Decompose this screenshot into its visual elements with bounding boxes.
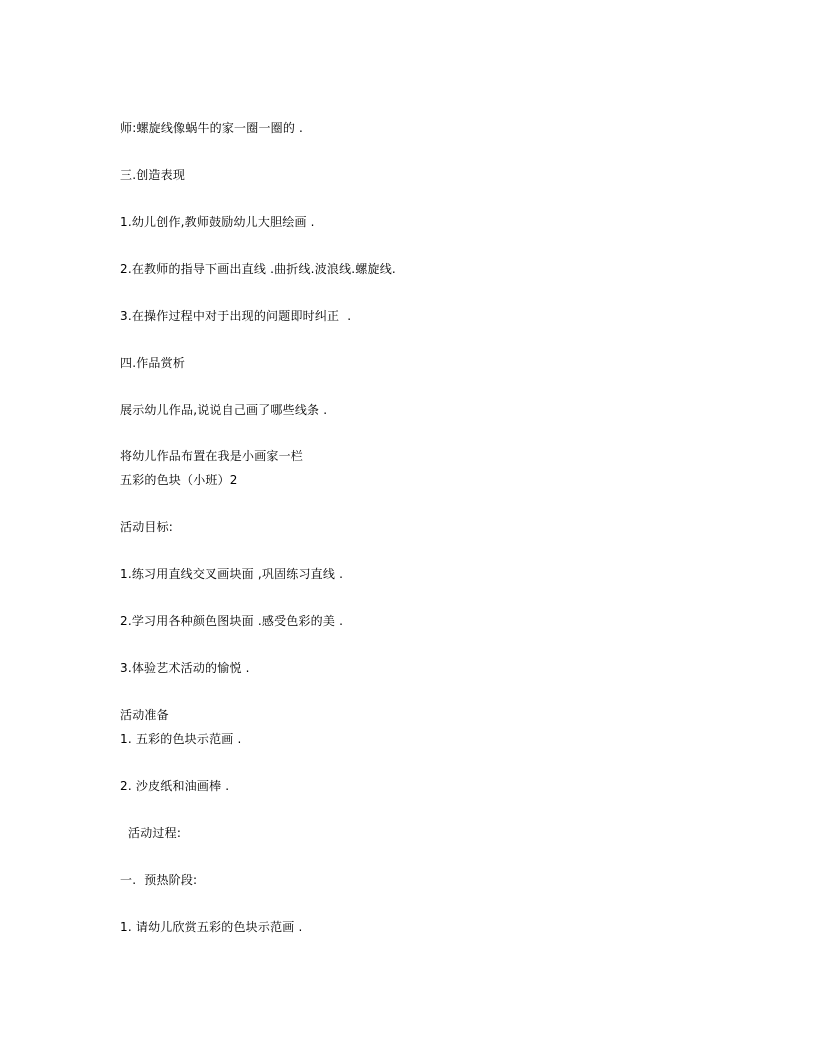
text-line: 2. 沙皮纸和油画棒 .	[120, 779, 230, 793]
text-line: 1. 五彩的色块示范画 .	[120, 732, 242, 746]
text-line: 2.在教师的指导下画出直线 .曲折线.波浪线.螺旋线.	[120, 262, 396, 276]
document-title: 五彩的色块（小班）2	[120, 473, 238, 487]
text-line: 1.幼儿创作,教师鼓励幼儿大胆绘画 .	[120, 215, 315, 229]
text-line: 3.体验艺术活动的愉悦 .	[120, 661, 250, 675]
text-line: 1.练习用直线交叉画块面 ,巩固练习直线 .	[120, 567, 344, 581]
section-heading: 活动准备	[120, 708, 169, 722]
text-line: 师:螺旋线像蜗牛的家一圈一圈的 .	[120, 121, 304, 135]
section-heading: 四.作品赏析	[120, 356, 186, 370]
section-heading: 活动过程:	[120, 826, 182, 840]
section-heading: 一. 预热阶段:	[120, 873, 198, 887]
section-heading: 活动目标:	[120, 520, 174, 534]
text-line: 展示幼儿作品,说说自己画了哪些线条 .	[120, 403, 328, 417]
text-line: 1. 请幼儿欣赏五彩的色块示范画 .	[120, 920, 303, 934]
text-line: 2.学习用各种颜色图块面 .感受色彩的美 .	[120, 614, 344, 628]
text-line: 将幼儿作品布置在我是小画家一栏	[120, 449, 304, 463]
text-line: 3.在操作过程中对于出现的问题即时纠正 .	[120, 309, 352, 323]
section-heading: 三.创造表现	[120, 168, 186, 182]
